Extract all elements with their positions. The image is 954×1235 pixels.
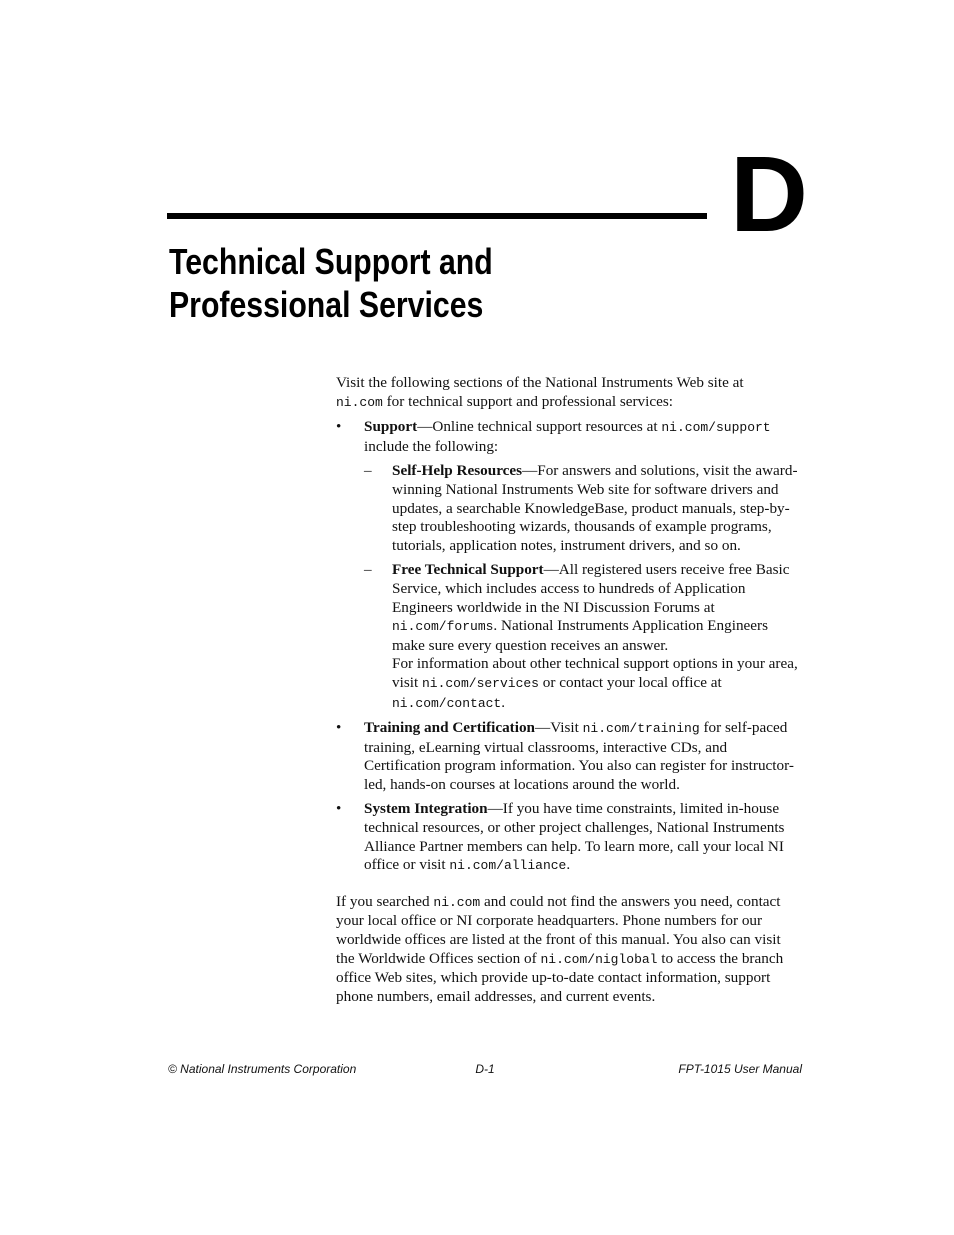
sublist-item-self-help [364, 462, 802, 555]
intro-paragraph [336, 374, 802, 412]
chapter-letter: D [730, 133, 806, 254]
other-support-note [364, 655, 802, 713]
training-text [364, 719, 802, 794]
link-support[interactable]: ni.com/support [661, 420, 771, 436]
free-support-desc: —All registered users receive free Basic Service, which includes access to hundreds of Application Engineers worldwide in the NI Discussion Forums at [392, 561, 790, 616]
page-title [169, 240, 493, 326]
link-training[interactable]: ni.com/training [582, 721, 700, 737]
closing-text-3: to access the branch office Web sites, which provide up-to-date contact information, support phone numbers, email addresses, and current events. [336, 949, 784, 1005]
list-item-support [336, 418, 802, 713]
training-desc-2: for self-paced training, eLearning virtual classrooms, interactive CDs, and Certification program information. You also can register for instructor-led, hands-on courses at locations around the world. [364, 719, 794, 793]
closing-text-2: and could not find the answers you need, contact your local office or NI corporate headquarters. Phone numbers for our worldwide offices are listed at the front of this manual. You also can visit the Worldwide Offices section of [336, 892, 781, 967]
other-support-text-2: or contact your local office at [539, 673, 722, 691]
closing-paragraph [336, 893, 802, 1007]
support-label: Support [364, 418, 418, 436]
free-support-label: Free Technical Support [392, 561, 544, 579]
training-desc: —Visit [535, 719, 583, 737]
dash-icon: – [364, 462, 372, 480]
page-title-line-2: Professional Services [169, 284, 484, 325]
link-alliance[interactable]: ni.com/alliance [449, 858, 567, 874]
dash-icon: – [364, 561, 372, 579]
free-support-desc-2: . National Instruments Application Engineers make sure every question receives an answer. [392, 617, 769, 654]
integration-text [364, 800, 802, 875]
link-contact[interactable]: ni.com/contact [392, 695, 502, 711]
body-content [336, 374, 802, 1006]
link-niglobal[interactable]: ni.com/niglobal [540, 951, 658, 967]
bullet-icon: • [336, 418, 342, 436]
self-help-text [392, 462, 802, 555]
footer-manual-title: FPT-1015 User Manual [678, 1062, 802, 1076]
chapter-rule [167, 213, 707, 219]
page-footer [168, 1062, 802, 1078]
support-desc: —Online technical support resources at [417, 418, 662, 436]
other-support-text-3: . [501, 693, 506, 711]
bullet-icon: • [336, 719, 342, 737]
list-item-training [336, 719, 802, 794]
training-label: Training and Certification [364, 719, 535, 737]
footer-page-number: D-1 [475, 1062, 495, 1076]
link-forums[interactable]: ni.com/forums [392, 619, 494, 635]
integration-label: System Integration [364, 800, 488, 818]
sublist-item-free-support [364, 561, 802, 655]
link-ni-com[interactable]: ni.com [336, 394, 383, 410]
self-help-desc: —For answers and solutions, visit the award-winning National Instruments Web site for software drivers and updates, a searchable KnowledgeBase, product manuals, step-by-step troubleshooting wizards, thousands of example programs, tutorials, application notes, instrument drivers, and so on. [392, 462, 798, 554]
other-support-text: For information about other technical support options in your area, visit [392, 655, 798, 691]
link-ni-com-2[interactable]: ni.com [433, 894, 481, 910]
intro-text: Visit the following sections of the National Instruments Web site at [336, 374, 744, 391]
self-help-label: Self-Help Resources [392, 462, 523, 480]
closing-text: If you searched [336, 892, 434, 910]
intro-text-2: for technical support and professional services: [382, 392, 673, 410]
support-text [364, 418, 802, 456]
free-support-text [392, 561, 802, 655]
list-item-integration [336, 800, 802, 875]
integration-desc: —If you have time constraints, limited in-house technical resources, or other project challenges, National Instruments Alliance Partner members can help. To learn more, call your local NI office or visit [364, 800, 785, 874]
page-title-line-1: Technical Support and [169, 241, 493, 282]
link-services[interactable]: ni.com/services [421, 675, 539, 691]
bullet-icon: • [336, 800, 342, 818]
footer-copyright: © National Instruments Corporation [168, 1062, 357, 1076]
support-desc-2: include the following: [364, 437, 499, 455]
integration-desc-2: . [566, 856, 571, 874]
